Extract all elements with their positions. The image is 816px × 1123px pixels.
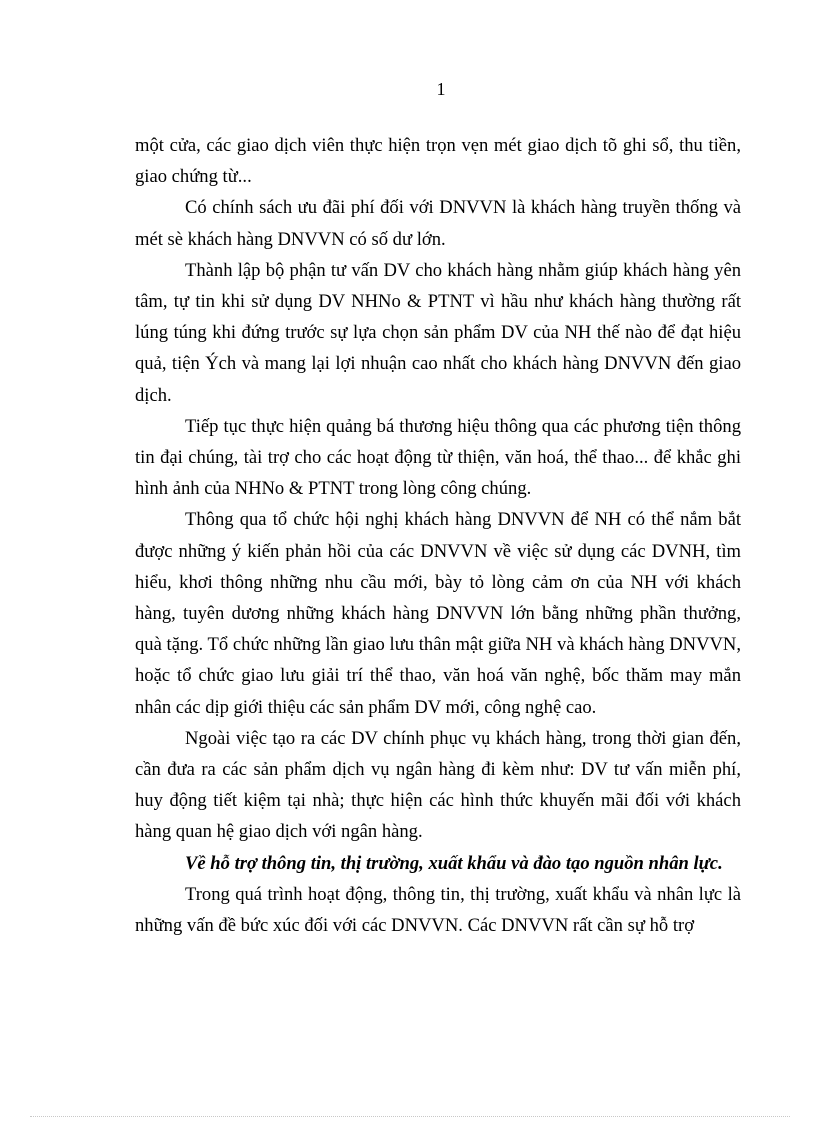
paragraph-customer-conference: Thông qua tổ chức hội nghị khách hàng DNVVN để NH có thể nắm bắt được những ý kiến phản hồi của các DNVVN về việc sử dụng các DVNH, tìm hiểu, khơi thông những nhu cầu mới, bày tỏ lòng cảm ơn của NH với khách hàng, tuyên dương những khách hàng DNVVN lớn bằng những phần thưởng, quà tặng. Tổ chức những lần giao lưu thân mật giữa NH và khách hàng DNVVN, hoặc tổ chức giao lưu giải trí thể thao, văn hoá văn nghệ, bốc thăm may mắn nhân các dịp giới thiệu các sản phẩm DV mới, công nghệ cao.: [135, 509, 741, 718]
paragraph-advisory-unit: Thành lập bộ phận tư vấn DV cho khách hàng nhằm giúp khách hàng yên tâm, tự tin khi sử dụng DV NHNo & PTNT vì hầu như khách hàng thường rất lúng túng khi đứng trước sự lựa chọn sản phẩm DV của NH thế nào để đạt hiệu quả, tiện Ých và mang lại lợi nhuận cao nhất cho khách hàng DNVVN đến giao dịch.: [135, 259, 741, 406]
paragraph-brand-promotion: Tiếp tục thực hiện quảng bá thương hiệu thông qua các phương tiện thông tin đại chúng, tài trợ cho các hoạt động từ thiện, văn hoá, thể thao... để khắc ghi hình ảnh của NHNo & PTNT trong lòng công chúng.: [135, 415, 741, 500]
paragraph-additional-services: Ngoài việc tạo ra các DV chính phục vụ khách hàng, trong thời gian đến, cần đưa ra các sản phẩm dịch vụ ngân hàng đi kèm như: DV tư vấn miễn phí, huy động tiết kiệm tại nhà; thực hiện các hình thức khuyến mãi đối với khách hàng quan hệ giao dịch với ngân hàng.: [135, 727, 741, 843]
section-heading: Về hỗ trợ thông tin, thị trường, xuất khẩu và đào tạo nguồn nhân lực.: [185, 852, 723, 874]
document-body: [135, 130, 741, 941]
paragraph-fee-policy: Có chính sách ưu đãi phí đối với DNVVN là khách hàng truyền thống và mét sè khách hàng DNVVN có số dư lớn.: [135, 197, 741, 250]
page-number: 1: [436, 79, 446, 99]
page-bottom-divider: [30, 1116, 790, 1117]
paragraph-information-support: Trong quá trình hoạt động, thông tin, thị trường, xuất khẩu và nhân lực là những vấn đề bức xúc đối với các DNVVN. Các DNVVN rất cần sự hỗ trợ: [135, 883, 741, 937]
paragraph-continuation: một cửa, các giao dịch viên thực hiện trọn vẹn mét giao dịch tõ ghi sổ, thu tiền, giao chứng từ...: [135, 135, 741, 188]
